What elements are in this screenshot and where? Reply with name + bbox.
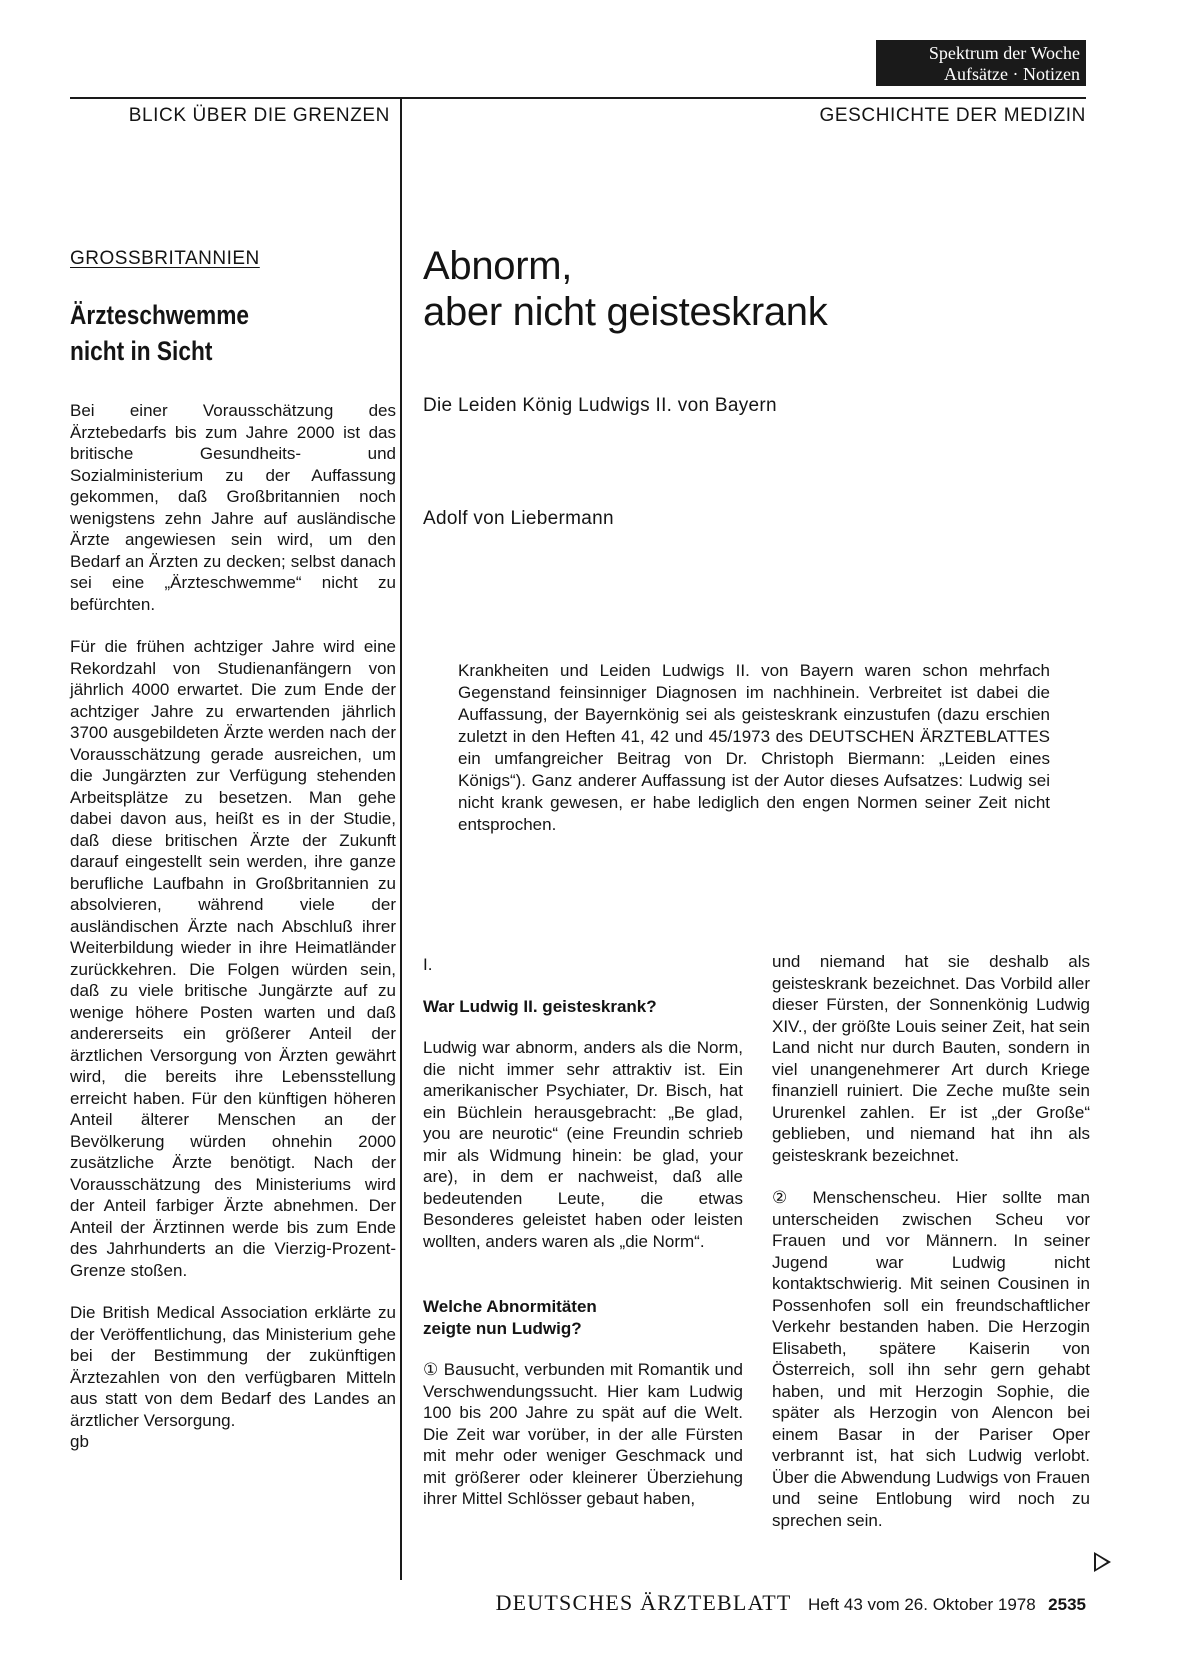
- footer-journal: DEUTSCHES ÄRZTEBLATT: [495, 1590, 792, 1615]
- subheading-2-line-1: Welche Abnormitäten: [423, 1297, 597, 1316]
- left-header-rule: [70, 97, 400, 99]
- page-footer: [420, 1590, 1086, 1616]
- left-headline: [70, 297, 339, 369]
- right-section-header: GESCHICHTE DER MEDIZIN: [819, 105, 1086, 126]
- left-paragraph-2: Für die frühen achtziger Jahre wird eine Rekordzahl von Studienanfängern von jährlich 4000 erwartet. Die zum Ende der achtziger Jahre zu erwartenden jährlich 3700 ausgebildeten Ärzte werden nach der Vorausschätzung gerade ausreichen, um die Jungärzten zur Verfügung stehenden Arbeitsplätze zu besetzen. Man gehe dabei davon aus, heißt es in der Studie, daß diese britischen Ärzte der Zukunft darauf eingestellt sein werden, ihre ganze berufliche Laufbahn in Großbritannien zu absolvieren, während viele der ausländischen Ärzte nach Abschluß ihrer Weiterbildung wieder in ihre Heimatländer zurückkehren. Die Folgen würden sein, daß zu viele britische Jungärzte auf zu wenige höhere Posten warten und daß andererseits ein größerer Anteil der ärztlichen Versorgung von Ärzten gewährt wird, die bereits ihre Lebensstellung erreicht haben. Für den künftigen höheren Anteil älterer Menschen an der Bevölkerung würden ohnehin 2000 zusätzliche Ärzte benötigt. Nach der Vorausschätzung des Ministeriums wird der Anteil farbiger Ärzte abnehmen. Der Anteil der Ärztinnen werde bis zum Ende des Jahrhunderts an die Vierzig-Prozent-Grenze stoßen.: [70, 637, 396, 1280]
- article-title-line-1: Abnorm,: [423, 244, 573, 288]
- article-subtitle: Die Leiden König Ludwigs II. von Bayern: [423, 395, 777, 416]
- article-paragraph-2: ① Bausucht, verbunden mit Romantik und Verschwendungssucht. Hier kam Ludwig 100 bis 200 Jahre zu spät auf die Welt. Die Zeit war vorüber, in der alle Fürsten mit mehr oder weniger Geschmack und mit größerer oder kleinerer Überziehung ihrer Mittel Schlösser gebaut haben,: [423, 1360, 743, 1508]
- left-headline-line-2: nicht in Sicht: [70, 336, 213, 366]
- left-paragraph-3-text: Die British Medical Association erklärte zu der Veröffentlichung, das Ministerium gehe bei der Bestimmung der zukünftigen Ärztezahlen von den verfügbaren Mitteln aus statt von dem Bedarf des Landes an ärztlicher Versorgung.: [70, 1303, 396, 1430]
- author-initials: gb: [70, 1432, 89, 1451]
- continue-arrow-icon: [1094, 1552, 1111, 1572]
- article-author: Adolf von Liebermann: [423, 508, 614, 529]
- column-divider: [400, 97, 402, 1580]
- left-article-body: [70, 400, 396, 1453]
- subheading-2: [423, 1296, 743, 1339]
- footer-issue: Heft 43 vom 26. Oktober 1978: [807, 1595, 1036, 1614]
- article-abstract: Krankheiten und Leiden Ludwigs II. von Bayern waren schon mehrfach Gegenstand feinsinniger Diagnosen im nachhinein. Verbreitet ist dabei die Auffassung, der Bayernkönig sei als geisteskrank einzustufen (dazu erschien zuletzt in den Heften 41, 42 und 45/1973 des DEUTSCHEN ÄRZTEBLATTES ein umfangreicher Beitrag von Dr. Christoph Biermann: „Leiden eines Königs“). Ganz anderer Auffassung ist der Autor dieses Aufsatzes: Ludwig sei nicht krank gewesen, er habe lediglich den engen Normen seiner Zeit nicht entsprochen.: [458, 661, 1050, 834]
- left-section-header: BLICK ÜBER DIE GRENZEN: [128, 105, 390, 126]
- section-badge: [876, 40, 1086, 86]
- section-number: I.: [423, 955, 433, 974]
- article-title: [423, 243, 827, 335]
- page-number: 2535: [1048, 1595, 1086, 1614]
- article-paragraph-1: Ludwig war abnorm, anders als die Norm, die nicht immer sehr attraktiv ist. Ein amerikanischer Psychiater, Dr. Bisch, hat ein Büchlein herausgebracht: „Be glad, you are neurotic“ (eine Freundin schrieb mir als Widmung hinein: be glad, your are), in dem er nachweist, daß alle bedeutenden Leute, die etwas Besonderes geleistet haben oder leisten wollten, anders waren als „die Norm“.: [423, 1038, 743, 1251]
- article-paragraph-4: ② Menschenscheu. Hier sollte man unterscheiden zwischen Scheu vor Frauen und vor Männern. In seiner Jugend war Ludwig nicht kontaktschwierig. Mit seinen Cousinen in Possenhofen soll ein freundschaftlicher Verkehr bestanden haben. Die Herzogin Elisabeth, spätere Kaiserin von Österreich, soll ihn sehr gern gehabt haben, und mit Herzogin Sophie, die später als Herzogin von Alencon bei einem Basar in der Pariser Oper verbrannt ist, hat sich Ludwig verlobt. Über die Abwendung Ludwigs von Frauen und seine Entlobung wird noch zu sprechen sein.: [772, 1188, 1090, 1530]
- subheading-2-line-2: zeigte nun Ludwig?: [423, 1318, 582, 1338]
- subheading-1: War Ludwig II. geisteskrank?: [423, 996, 657, 1016]
- article-column-1: [423, 951, 743, 1510]
- article-column-2: [772, 951, 1090, 1552]
- country-label: GROSSBRITANNIEN: [70, 248, 260, 269]
- left-headline-line-1: Ärzteschwemme: [70, 300, 249, 330]
- left-paragraph-1: Bei einer Vorausschätzung des Ärztebedarfs bis zum Jahre 2000 ist das britische Gesundheits- und Sozialministerium zu der Auffassung gekommen, daß Großbritannien noch wenigstens zehn Jahre auf ausländische Ärzte angewiesen sein wird, um den Bedarf an Ärzten zu decken; selbst danach sei eine „Ärzteschwemme“ nicht zu befürchten.: [70, 401, 396, 614]
- article-title-line-2: aber nicht geisteskrank: [423, 290, 828, 334]
- left-paragraph-3: [70, 1302, 396, 1431]
- badge-line-2: Aufsätze · Notizen: [944, 64, 1080, 84]
- badge-line-1: Spektrum der Woche: [928, 43, 1080, 63]
- article-paragraph-3: und niemand hat sie deshalb als geisteskrank bezeichnet. Das Vorbild aller dieser Fürsten, der Sonnenkönig Ludwig XIV., der größte Louis seiner Zeit, hat sein Land nicht nur durch Bauten, sondern in viel unangenehmerer Art durch Kriege finanziell ruiniert. Die Zeche mußte sein Ururenkel zahlen. Er ist „der Große“ geblieben, und niemand hat ihn als geisteskrank bezeichnet.: [772, 952, 1090, 1165]
